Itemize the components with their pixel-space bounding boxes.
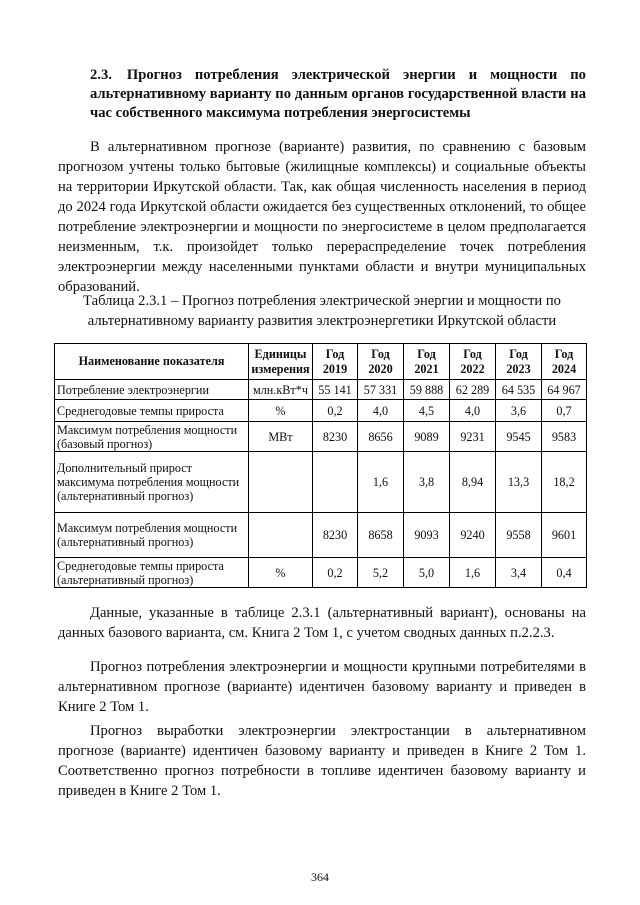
header-cell: Год 2020 <box>358 344 404 380</box>
value-cell: 9558 <box>496 513 542 558</box>
value-cell <box>313 452 358 513</box>
value-cell: 9583 <box>542 422 587 452</box>
large-consumers-paragraph: Прогноз потребления электроэнергии и мощности крупными потребителями в альтернативном прогнозе (варианте) идентичен базовому варианту и приведен в Книге 2 Том 1. <box>58 659 586 715</box>
row-unit: % <box>249 558 313 588</box>
row-unit: МВт <box>249 422 313 452</box>
row-unit: % <box>249 400 313 422</box>
header-cell: Год 2024 <box>542 344 587 380</box>
value-cell: 62 289 <box>450 380 496 400</box>
value-cell: 9240 <box>450 513 496 558</box>
value-cell: 5,2 <box>358 558 404 588</box>
value-cell: 8230 <box>313 422 358 452</box>
value-cell: 1,6 <box>450 558 496 588</box>
header-cell: Год 2019 <box>313 344 358 380</box>
value-cell: 13,3 <box>496 452 542 513</box>
value-cell: 9093 <box>404 513 450 558</box>
row-unit <box>249 513 313 558</box>
table-row <box>55 380 587 400</box>
header-cell: Год 2023 <box>496 344 542 380</box>
row-name: Максимум потребления мощности (альтернативный прогноз) <box>55 513 249 558</box>
value-cell: 0,7 <box>542 400 587 422</box>
row-name: Максимум потребления мощности (базовый прогноз) <box>55 422 249 452</box>
header-cell: Год 2022 <box>450 344 496 380</box>
value-cell: 3,4 <box>496 558 542 588</box>
value-cell: 4,0 <box>358 400 404 422</box>
value-cell: 9545 <box>496 422 542 452</box>
page-number: 364 <box>311 870 329 884</box>
table-row <box>55 400 587 422</box>
header-cell: Год 2021 <box>404 344 450 380</box>
value-cell: 3,8 <box>404 452 450 513</box>
data-source-paragraph: Данные, указанные в таблице 2.3.1 (альтернативный вариант), основаны на данных базового варианта, см. Книга 2 Том 1, с учетом сводных данных п.2.2.3. <box>58 605 586 641</box>
intro-paragraph: В альтернативном прогнозе (варианте) развития, по сравнению с базовым прогнозом учтены только бытовые (жилищные комплексы) и социальные объекты на территории Иркутской области. Так, как общая численность населения в период до 2024 года Иркутской области ожидается без существенных отклонений, то общее потребление электроэнергии и мощности по энергосистеме в целом предполагается неизменным, т.к. произойдет только перераспределение точек потребления электроэнергии между населенными пунктами области и внутри муниципальных образований. <box>58 139 586 295</box>
value-cell: 1,6 <box>358 452 404 513</box>
value-cell: 9231 <box>450 422 496 452</box>
value-cell: 0,2 <box>313 558 358 588</box>
header-cell: Единицы измерения <box>249 344 313 380</box>
section-number: 2.3. <box>90 67 112 83</box>
row-name: Потребление электроэнергии <box>55 380 249 400</box>
table-header-row <box>55 344 587 380</box>
value-cell: 8,94 <box>450 452 496 513</box>
value-cell: 5,0 <box>404 558 450 588</box>
value-cell: 8656 <box>358 422 404 452</box>
table-row <box>55 452 587 513</box>
value-cell: 55 141 <box>313 380 358 400</box>
value-cell: 3,6 <box>496 400 542 422</box>
row-unit <box>249 452 313 513</box>
value-cell: 64 967 <box>542 380 587 400</box>
table-row <box>55 558 587 588</box>
forecast-table <box>54 343 587 588</box>
value-cell: 4,0 <box>450 400 496 422</box>
row-name: Среднегодовые темпы прироста <box>55 400 249 422</box>
header-cell: Наименование показателя <box>55 344 249 380</box>
value-cell: 0,2 <box>313 400 358 422</box>
value-cell: 0,4 <box>542 558 587 588</box>
value-cell: 59 888 <box>404 380 450 400</box>
generation-paragraph: Прогноз выработки электроэнергии электростанции в альтернативном прогнозе (варианте) идентичен базовому варианту и приведен в Книге 2 Том 1. Соответственно прогноз потребности в топливе идентичен базовому варианту и приведен в Книге 2 Том 1. <box>58 723 586 799</box>
value-cell: 18,2 <box>542 452 587 513</box>
table-caption: Таблица 2.3.1 – Прогноз потребления электрической энергии и мощности по альтернативному варианту развития электроэнергетики Иркутской области <box>83 293 561 329</box>
value-cell: 4,5 <box>404 400 450 422</box>
value-cell: 9089 <box>404 422 450 452</box>
value-cell: 64 535 <box>496 380 542 400</box>
row-unit: млн.кВт*ч <box>249 380 313 400</box>
value-cell: 8230 <box>313 513 358 558</box>
section-heading <box>90 66 586 123</box>
row-name: Дополнительный прирост максимума потребления мощности (альтернативный прогноз) <box>55 452 249 513</box>
value-cell: 9601 <box>542 513 587 558</box>
table-row <box>55 513 587 558</box>
value-cell: 8658 <box>358 513 404 558</box>
row-name: Среднегодовые темпы прироста (альтернативный прогноз) <box>55 558 249 588</box>
value-cell: 57 331 <box>358 380 404 400</box>
table-row <box>55 422 587 452</box>
section-title: Прогноз потребления электрической энергии и мощности по альтернативному варианту по данным органов государственной власти на час собственного максимума потребления энергосистемы <box>90 67 586 121</box>
